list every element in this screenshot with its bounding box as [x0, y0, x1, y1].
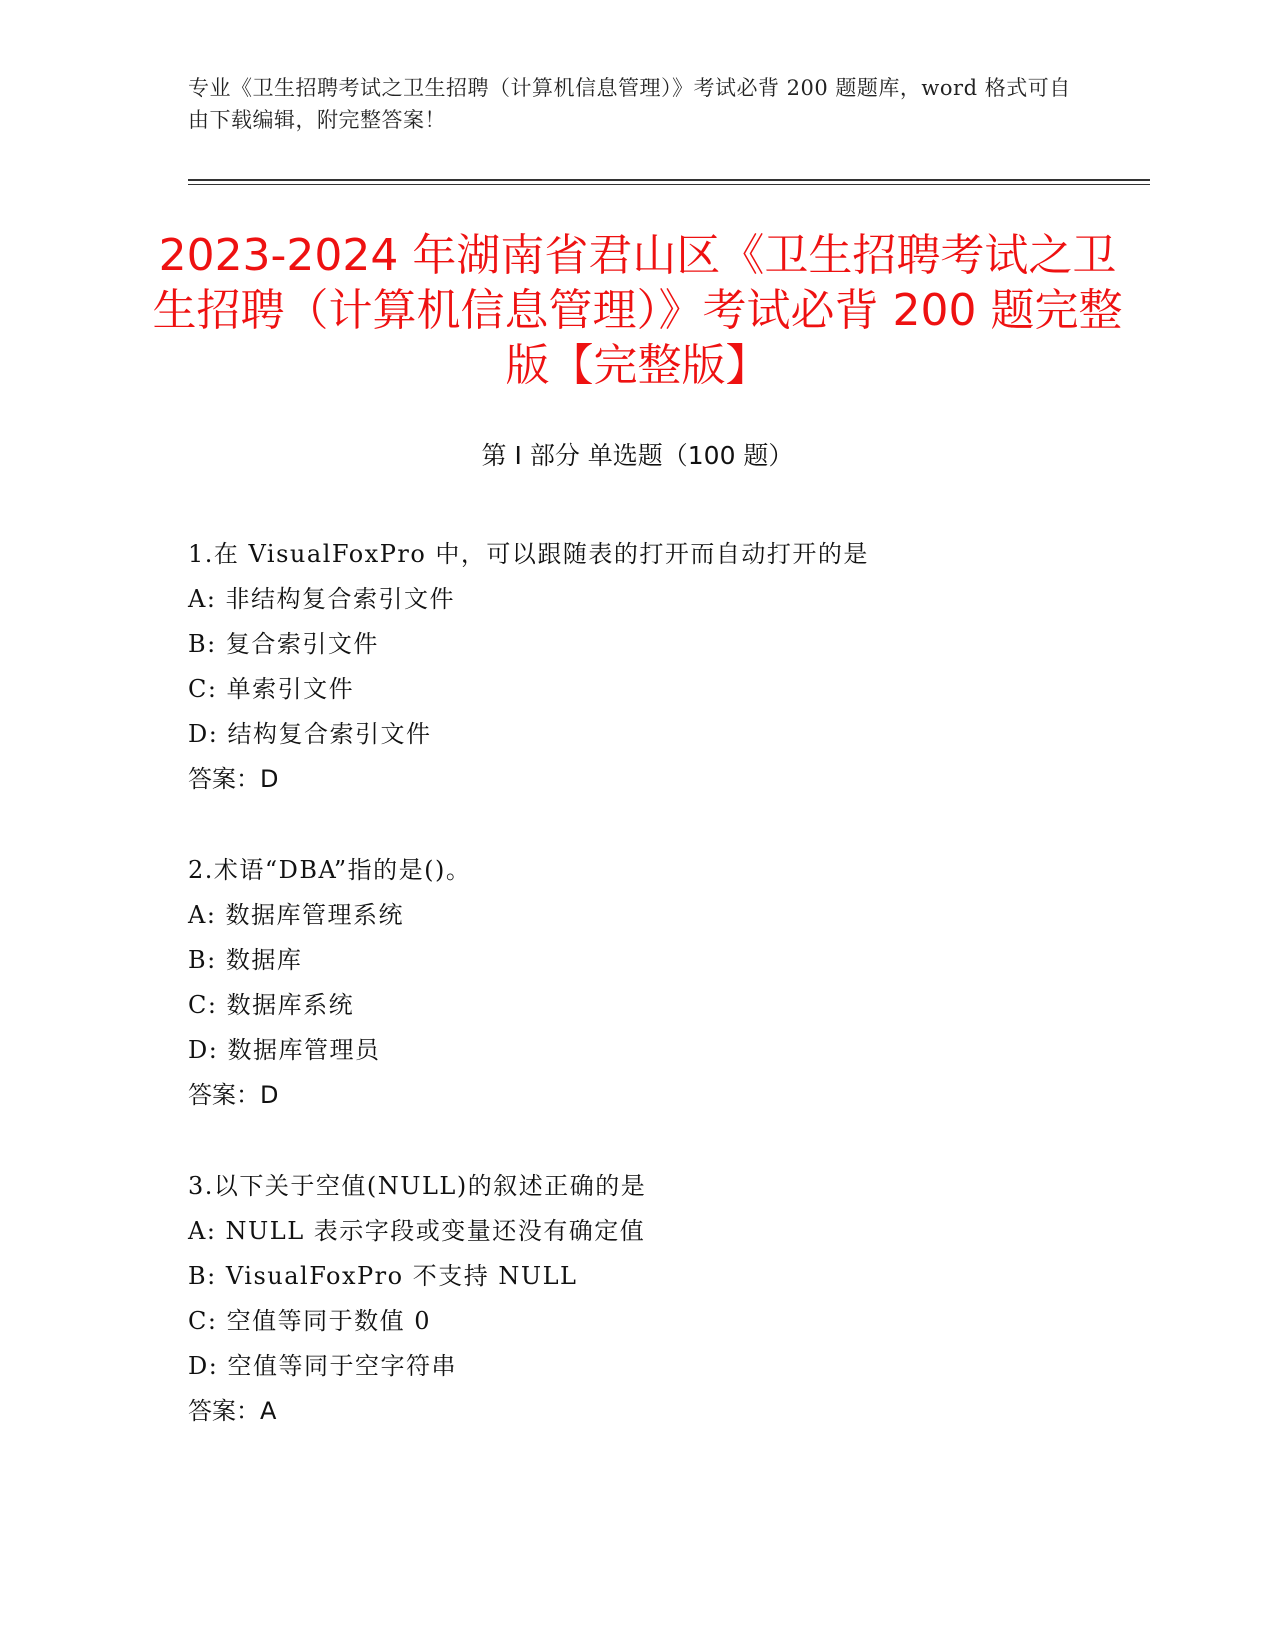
answer: 答案：D: [188, 1081, 279, 1109]
question-1: [188, 532, 1088, 802]
header-rule-thin: [188, 184, 1150, 185]
option-a: A: NULL 表示字段或变量还没有确定值: [188, 1217, 646, 1245]
question-stem: 2.术语“DBA”指的是()。: [188, 856, 472, 884]
header-note: 专业《卫生招聘考试之卫生招聘（计算机信息管理）》考试必背 200 题题库，word 格式可自由下载编辑，附完整答案！: [188, 76, 1071, 132]
question-list: [188, 532, 1088, 1480]
option-d: D: 结构复合索引文件: [188, 720, 432, 748]
option-b: B: VisualFoxPro 不支持 NULL: [188, 1262, 578, 1290]
option-a: A: 数据库管理系统: [188, 901, 405, 929]
option-d: D: 数据库管理员: [188, 1036, 381, 1064]
question-3: [188, 1164, 1088, 1434]
question-stem: 3.以下关于空值(NULL)的叙述正确的是: [188, 1172, 647, 1200]
option-c: C: 空值等同于数值 0: [188, 1307, 431, 1335]
question-stem: 1.在 VisualFoxPro 中，可以跟随表的打开而自动打开的是: [188, 540, 869, 568]
answer: 答案：D: [188, 765, 279, 793]
header-rule-thick: [188, 179, 1150, 181]
option-c: C: 单索引文件: [188, 675, 355, 703]
option-b: B: 数据库: [188, 946, 303, 974]
option-c: C: 数据库系统: [188, 991, 355, 1019]
option-d: D: 空值等同于空字符串: [188, 1352, 457, 1380]
section-heading: 第 I 部分 单选题（100 题）: [481, 441, 794, 470]
option-a: A: 非结构复合索引文件: [188, 585, 456, 613]
document-title: 2023-2024 年湖南省君山区《卫生招聘考试之卫生招聘（计算机信息管理）》考试必背 200 题完整版【完整版】: [152, 230, 1123, 391]
option-b: B: 复合索引文件: [188, 630, 379, 658]
question-2: [188, 848, 1088, 1118]
answer: 答案：A: [188, 1397, 277, 1425]
